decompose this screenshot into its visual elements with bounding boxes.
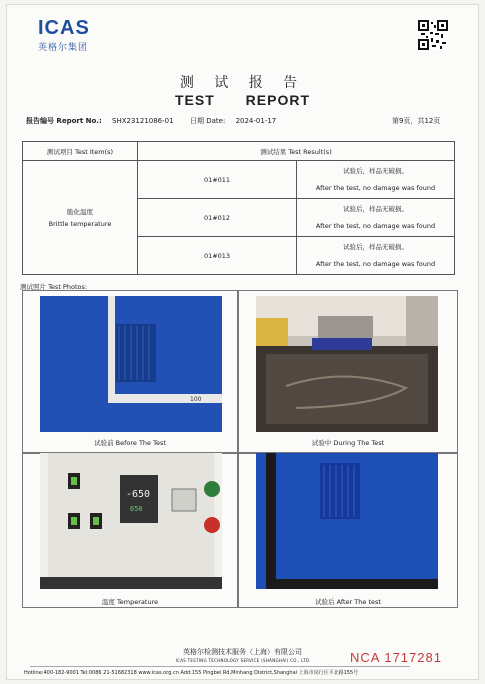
report-number <box>26 116 174 126</box>
result-cn: 试验后，样品无破损。 <box>343 166 408 175</box>
photo-after-test <box>256 453 438 589</box>
sample-id: 01#013 <box>138 237 297 275</box>
caption-temperature: 温度 Temperature <box>101 598 159 606</box>
photo-during-test <box>256 296 438 432</box>
footer-divider <box>30 666 410 667</box>
result-cn: 试验后，样品无破损。 <box>343 242 408 251</box>
caption-after: 试验后 After The test <box>315 598 381 606</box>
logo-subtitle: 英格尔集团 <box>38 43 89 53</box>
photo-before-test <box>40 296 222 432</box>
date-label: 日期 Date: <box>190 117 226 125</box>
company-name-cn: 英格尔检测技术服务（上海）有限公司 <box>183 648 302 656</box>
result-cell <box>297 199 455 237</box>
sample-id: 01#011 <box>138 161 297 199</box>
report-number-label: 报告编号 Report No.: <box>26 117 102 125</box>
header-test-results: 测试结果 Test Result(s) <box>138 142 455 161</box>
qr-code-icon <box>418 20 448 50</box>
result-cell <box>297 161 455 199</box>
result-en: After the test, no damage was found <box>315 221 436 230</box>
result-cell <box>297 237 455 275</box>
report-number-value: SHX23121086-01 <box>112 117 174 125</box>
sample-id: 01#012 <box>138 199 297 237</box>
nca-number-stamp: NCA 1717281 <box>350 650 442 665</box>
logo-text: ICAS <box>38 17 90 39</box>
title-chinese: 测 试 报 告 <box>179 75 306 91</box>
hotline-address: Hotline:400-182-9001 Tel:0086 21-51682318 www.icas.org.cn Add:155 Pingbei Rd,Minhang District,Shanghai 上海市闵行区平北路155号 <box>24 670 359 676</box>
ruler-label: 100 <box>190 396 202 403</box>
caption-during: 试验中 During The Test <box>311 439 385 447</box>
temp-readout: -650 <box>126 489 151 500</box>
date-value: 2024-01-17 <box>235 117 277 125</box>
temp-readout-set: 650 <box>130 505 143 513</box>
title-english: TEST REPORT <box>174 92 310 108</box>
result-en: After the test, no damage was found <box>315 259 436 268</box>
header-test-items: 测试项目 Test Item(s) <box>23 142 138 161</box>
results-table <box>22 141 455 275</box>
test-item-en: Brittle temperature <box>48 220 112 228</box>
page-number: 第9页，共12页 <box>392 117 441 125</box>
report-date <box>190 116 276 126</box>
company-name-en: ICAS TESTING TECHNOLOGY SERVICE (SHANGHAI) CO., LTD <box>175 658 310 663</box>
test-item-cell <box>23 161 138 275</box>
test-item-cn: 脆化温度 <box>67 208 93 216</box>
result-en: After the test, no damage was found <box>315 183 436 192</box>
result-cn: 试验后，样品无破损。 <box>343 204 408 213</box>
caption-before: 试验前 Before The Test <box>94 439 166 447</box>
photo-temperature <box>40 453 222 589</box>
icas-logo <box>38 18 90 53</box>
test-photos-label: 测试照片 Test Photos: <box>20 283 88 291</box>
